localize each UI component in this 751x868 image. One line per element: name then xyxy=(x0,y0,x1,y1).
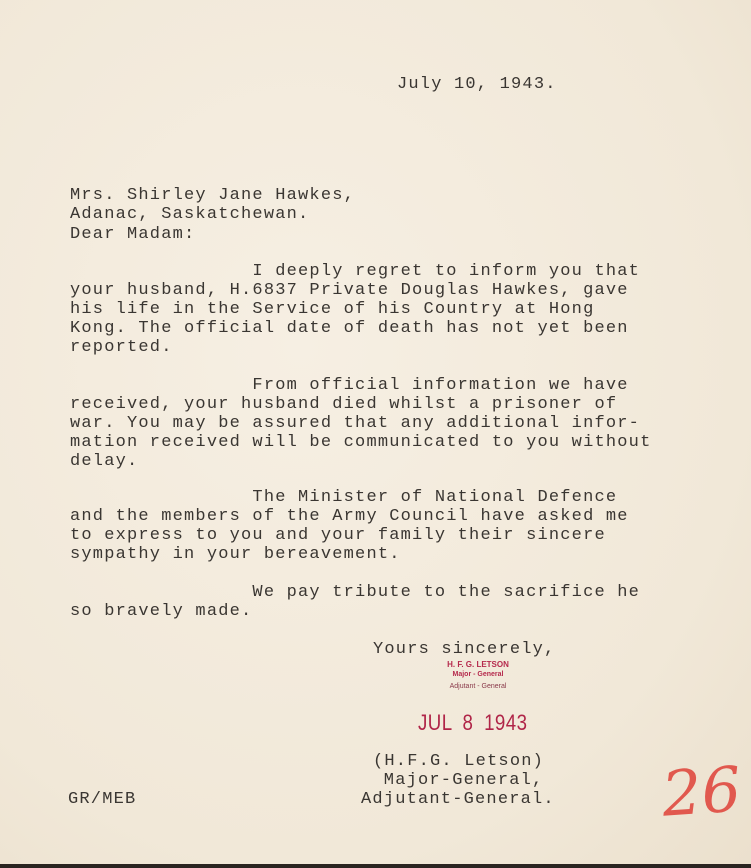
address-line: Mrs. Shirley Jane Hawkes, xyxy=(70,186,356,205)
paragraph-3 xyxy=(70,488,629,564)
signature-line: Major-General, xyxy=(361,771,544,790)
signature-stamp-title: Adjutant - General xyxy=(449,683,507,690)
paragraph-2 xyxy=(70,376,652,471)
text-line: to express to you and your family their sincere xyxy=(70,526,606,545)
text-line: his life in the Service of his Country at Hong xyxy=(70,300,595,319)
signature-block xyxy=(361,752,555,809)
salutation: Dear Madam: xyxy=(70,225,196,244)
reference-initials: GR/MEB xyxy=(68,790,137,809)
address-line: Adanac, Saskatchewan. xyxy=(70,205,310,224)
text-line: I deeply regret to inform you that xyxy=(70,262,641,281)
page-edge xyxy=(0,864,751,868)
text-line: delay. xyxy=(70,452,139,471)
text-line: so bravely made. xyxy=(70,602,253,621)
text-line: We pay tribute to the sacrifice he xyxy=(70,583,641,602)
text-line: war. You may be assured that any additional infor- xyxy=(70,414,641,433)
date-stamp: JUL 8 1943 xyxy=(418,710,528,735)
text-line: and the members of the Army Council have asked me xyxy=(70,507,629,526)
handwritten-page-number: 26 xyxy=(659,752,744,831)
text-line: The Minister of National Defence xyxy=(70,488,618,507)
text-line: your husband, H.6837 Private Douglas Hawkes, gave xyxy=(70,281,629,300)
signature-line: (H.F.G. Letson) xyxy=(373,752,545,771)
text-line: mation received will be communicated to you without xyxy=(70,433,652,452)
paragraph-4 xyxy=(70,583,640,621)
text-line: From official information we have xyxy=(70,376,629,395)
signature-stamp-rank: Major - General xyxy=(452,671,504,678)
text-line: sympathy in your bereavement. xyxy=(70,545,401,564)
text-line: received, your husband died whilst a prisoner of xyxy=(70,395,618,414)
closing: Yours sincerely, xyxy=(373,640,556,659)
paragraph-1 xyxy=(70,262,640,357)
letter-date: July 10, 1943. xyxy=(397,75,557,94)
text-line: reported. xyxy=(70,338,173,357)
signature-line: Adjutant-General. xyxy=(361,790,555,809)
signature-stamp-name: H. F. G. LETSON xyxy=(447,660,509,669)
text-line: Kong. The official date of death has not yet been xyxy=(70,319,629,338)
